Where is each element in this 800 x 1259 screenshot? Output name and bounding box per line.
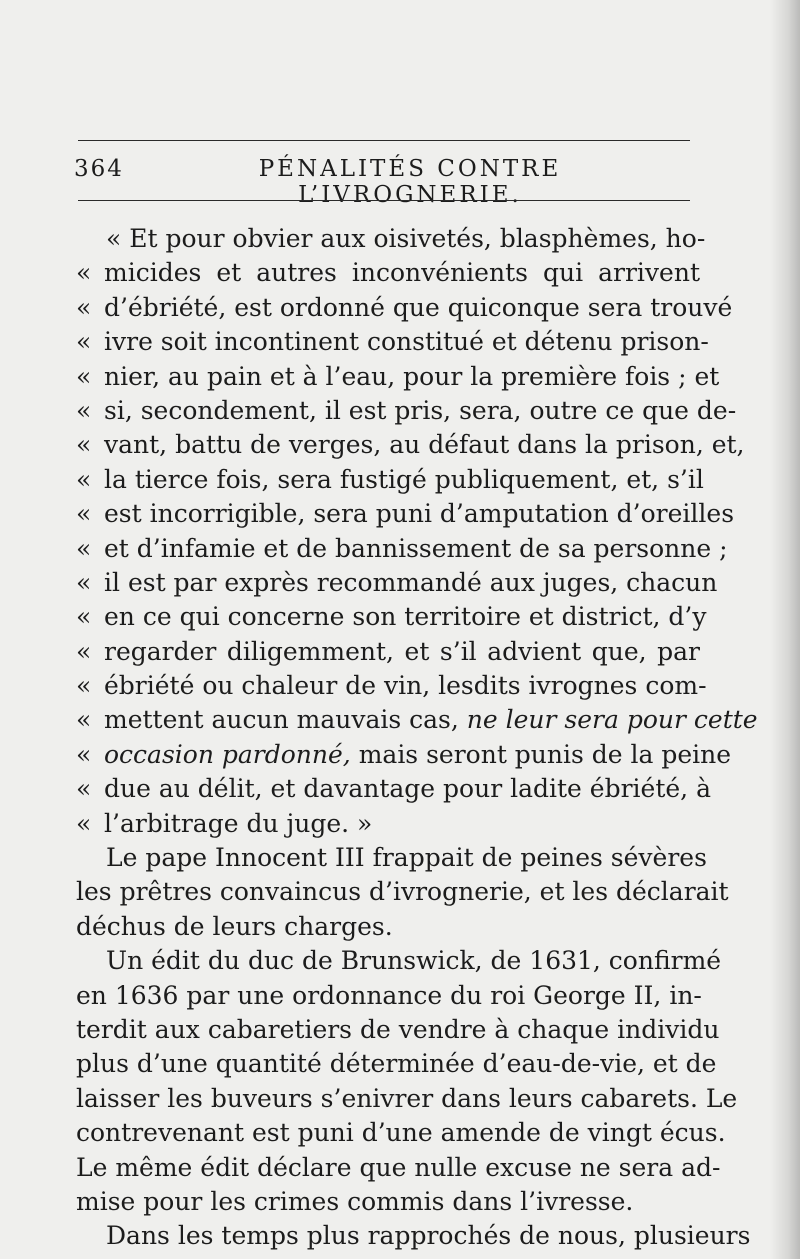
- header-rule-bottom: [78, 200, 690, 201]
- paragraph-line: les prêtres convaincus d’ivrognerie, et les déclarait: [76, 877, 729, 907]
- quote-line: « mettent aucun mauvais cas, ne leur sera pour cette: [76, 705, 758, 735]
- page-number: 364: [74, 156, 124, 182]
- quote-line: « ivre soit incontinent constitué et détenu prison-: [76, 327, 709, 357]
- paragraph-line: mise pour les crimes commis dans l’ivresse.: [76, 1186, 634, 1216]
- paragraph-line: Un édit du duc de Brunswick, de 1631, confirmé: [106, 946, 722, 976]
- quote-line: « est incorrigible, sera puni d’amputation d’oreilles: [76, 499, 735, 529]
- quote-line: « si, secondement, il est pris, sera, outre ce que de-: [76, 395, 737, 425]
- quote-line: « il est par exprès recommandé aux juges, chacun: [76, 567, 718, 597]
- quote-line: « Et pour obvier aux oisivetés, blasphèmes, ho-: [106, 224, 706, 253]
- quote-line: « et d’infamie et de bannissement de sa personne ;: [76, 533, 728, 563]
- quote-line: « regarder diligemment, et s’il advient que, par: [76, 636, 700, 666]
- paragraph-line: en 1636 par une ordonnance du roi George II, in-: [76, 980, 702, 1010]
- quote-line: « due au délit, et davantage pour ladite ébriété, à: [76, 774, 711, 804]
- quote-line: « nier, au pain et à l’eau, pour la première fois ; et: [76, 361, 720, 391]
- paragraph-line: Le même édit déclare que nulle excuse ne sera ad-: [76, 1152, 721, 1182]
- page-edge-shadow: [770, 0, 800, 1259]
- paragraph-line: déchus de leurs charges.: [76, 911, 393, 941]
- quote-line: « l’arbitrage du juge. »: [76, 808, 373, 838]
- paragraph-line: plus d’une quantité déterminée d’eau-de-vie, et de: [76, 1049, 717, 1079]
- paragraph-line: Le pape Innocent III frappait de peines sévères: [106, 843, 707, 873]
- quote-line: « occasion pardonné, mais seront punis de la peine: [76, 739, 732, 769]
- quote-line: « ébriété ou chaleur de vin, lesdits ivrognes com-: [76, 671, 707, 701]
- running-header: [74, 156, 694, 208]
- header-rule-top: [78, 140, 690, 141]
- running-title: PÉNALITÉS CONTRE L’IVROGNERIE.: [258, 156, 562, 208]
- paragraph-line: contrevenant est puni d’une amende de vingt écus.: [76, 1118, 726, 1148]
- quote-line: « vant, battu de verges, au défaut dans la prison, et,: [76, 430, 745, 460]
- quote-line: « d’ébriété, est ordonné que quiconque sera trouvé: [76, 292, 733, 322]
- quote-line: « micides et autres inconvénients qui arrivent: [76, 258, 700, 288]
- paragraph-line: laisser les buveurs s’enivrer dans leurs cabarets. Le: [76, 1083, 738, 1113]
- paragraph-line: terdit aux cabaretiers de vendre à chaque individu: [76, 1014, 720, 1044]
- quote-line: « la tierce fois, sera fustigé publiquement, et, s’il: [76, 464, 704, 494]
- page-body: [76, 222, 758, 1254]
- paragraph-line: Dans les temps plus rapprochés de nous, plusieurs: [106, 1221, 751, 1251]
- quote-line: « en ce qui concerne son territoire et district, d’y: [76, 602, 707, 632]
